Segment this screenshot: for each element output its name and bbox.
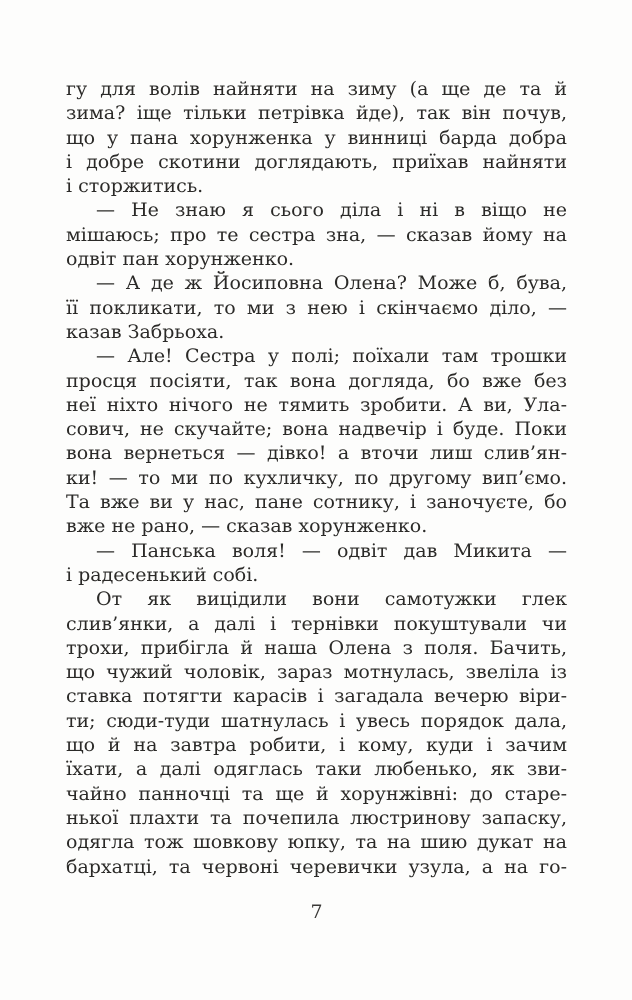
text-line: — Панська воля! — одвіт дав Микита — bbox=[96, 539, 567, 562]
text-line: чайно панночці та ще й хорунжівні: до старе- bbox=[66, 782, 567, 805]
text-line: неї ніхто нічого не тямить зробити. А ви, Ула- bbox=[66, 393, 567, 416]
text-line: — Але! Сестра у полі; поїхали там трошки bbox=[96, 345, 567, 368]
text-line: нької плахти та почепила люстринову запаску, bbox=[66, 806, 567, 829]
text-line: Та вже ви у нас, пане сотнику, і заночуєте, бо bbox=[66, 491, 567, 514]
text-line: і добре скотини доглядають, приїхав найняти bbox=[66, 150, 567, 173]
text-line: просця посіяти, так вона догляда, бо вже без bbox=[66, 369, 567, 392]
text-line: вже не рано, — сказав хорунженко. bbox=[66, 515, 428, 538]
text-line: От як вицідили вони самотужки глек bbox=[96, 588, 567, 611]
text-line: ти; сюди-туди шатнулась і увесь порядок дала, bbox=[66, 709, 567, 732]
text-line: що чужий чоловік, зараз мотнулась, звеліла із bbox=[66, 661, 567, 684]
text-line: бархатці, та червоні черевички узула, а на го- bbox=[66, 855, 567, 878]
text-line: і радесенький собі. bbox=[66, 563, 259, 586]
text-line: одвіт пан хорунженко. bbox=[66, 248, 295, 271]
text-line: слив’янки, а далі і тернівки покуштували чи bbox=[66, 612, 567, 635]
text-line: казав Забрьоха. bbox=[66, 320, 225, 343]
text-line: і сторжитись. bbox=[66, 175, 204, 198]
text-line: її покликати, то ми з нею і скінчаємо діло, — bbox=[66, 296, 567, 319]
text-line: ставка потягти карасів і загадала вечерю віри- bbox=[66, 685, 567, 708]
text-line: вона вернеться — дівко! а вточи лиш слив’ян- bbox=[66, 442, 567, 465]
text-line: ки! — то ми по кухличку, по другому вип’ємо. bbox=[66, 466, 567, 489]
text-line: що й на завтра робити, і кому, куди і зачим bbox=[66, 734, 567, 757]
text-line: — Не знаю я сього діла і ні в віщо не bbox=[96, 199, 567, 222]
text-line: мішаюсь; про те сестра зна, — сказав йому на bbox=[66, 223, 567, 246]
text-line: одягла тож шовкову юпку, та на шию дукат на bbox=[66, 831, 567, 854]
text-line: гу для волів найняти на зиму (а ще де та й bbox=[66, 78, 567, 100]
page-number: 7 bbox=[310, 901, 323, 923]
text-line: їхати, а далі одяглась таки любенько, як зви- bbox=[66, 758, 567, 781]
text-line: що у пана хорунженка у винниці барда добра bbox=[66, 126, 567, 149]
page-footer bbox=[66, 899, 567, 925]
page-text bbox=[66, 77, 567, 879]
text-line: трохи, прибігла й наша Олена з поля. Бачить, bbox=[66, 636, 567, 659]
text-line: зима? іще тільки петрівка йде), так він почув, bbox=[66, 102, 567, 125]
text-line: — А де ж Йосиповна Олена? Може б, бува, bbox=[96, 272, 567, 295]
text-line: сович, не скучайте; вона надвечір і буде. Поки bbox=[66, 418, 567, 441]
